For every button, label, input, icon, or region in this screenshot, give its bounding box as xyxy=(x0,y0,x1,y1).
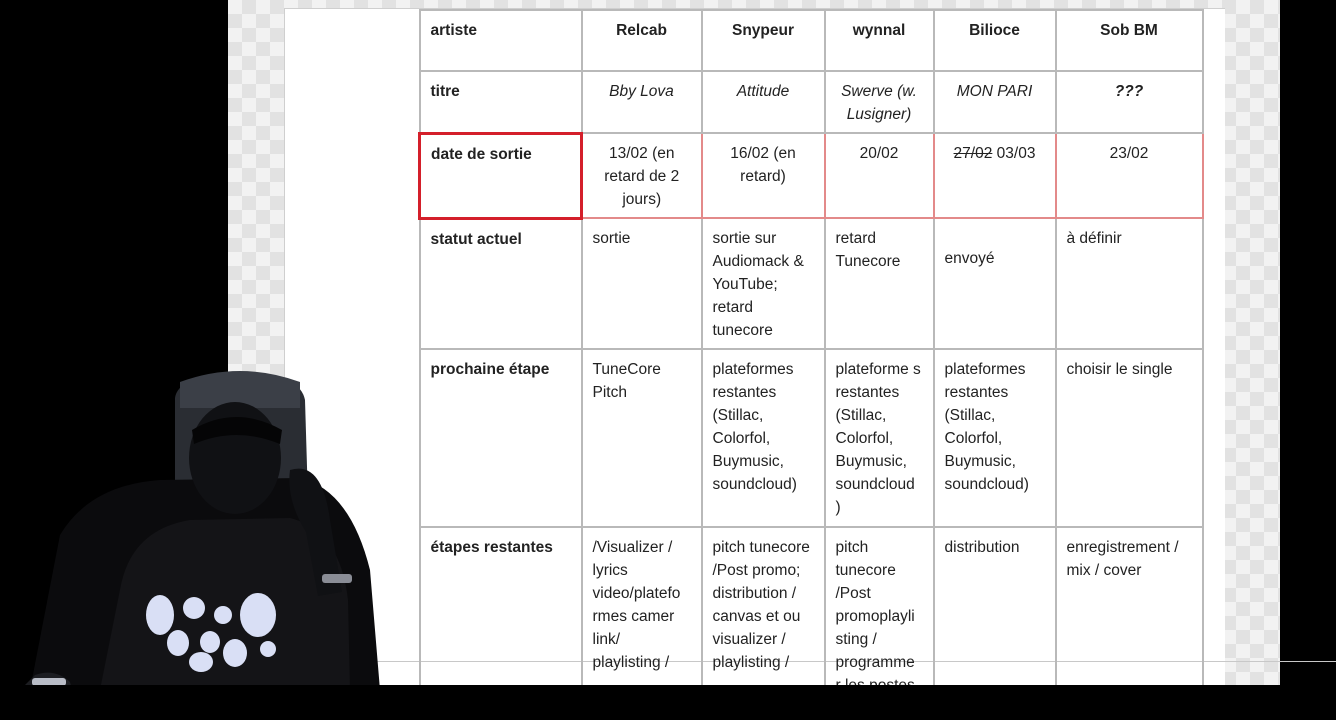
document-viewer xyxy=(228,0,1280,685)
etapes-snypeur-cell[interactable]: pitch tunecore /Post promo; distribution / canvas et ou visualizer / playlisting / xyxy=(702,527,825,704)
streamer-silhouette-icon xyxy=(0,360,380,690)
date-bilioce-cell[interactable] xyxy=(934,133,1056,218)
etapes-label-cell[interactable]: étapes restantes xyxy=(420,527,582,704)
titre-label-cell[interactable]: titre xyxy=(420,71,582,133)
etapes-row xyxy=(420,527,1203,704)
prochaine-bilioce-cell[interactable]: plateformes restantes (Stillac, Colorfol, Buymusic, soundcloud) xyxy=(934,349,1056,527)
date-sob-bm-cell[interactable]: 23/02 xyxy=(1056,133,1203,218)
header-row xyxy=(420,10,1203,71)
new-date: 03/03 xyxy=(996,145,1036,162)
titre-bilioce-cell[interactable]: MON PARI xyxy=(934,71,1056,133)
prochaine-wynnal-cell[interactable]: plateforme s restantes (Stillac, Colorfol, Buymusic, soundcloud ) xyxy=(825,349,934,527)
date-relcab-cell[interactable]: 13/02 (en retard de 2 jours) xyxy=(582,133,702,218)
titre-relcab-cell[interactable]: Bby Lova xyxy=(582,71,702,133)
prochaine-relcab-cell[interactable]: TuneCore Pitch xyxy=(582,349,702,527)
artist-relcab-cell[interactable]: Relcab xyxy=(582,10,702,71)
release-tracking-table xyxy=(418,9,1204,705)
prochaine-label-cell[interactable]: prochaine étape xyxy=(420,349,582,527)
artist-wynnal-cell[interactable]: wynnal xyxy=(825,10,934,71)
statut-bilioce-cell[interactable]: envoyé xyxy=(934,218,1056,349)
etapes-sob-bm-cell[interactable]: enregistrement / mix / cover xyxy=(1056,527,1203,704)
artist-sob-bm-cell[interactable]: Sob BM xyxy=(1056,10,1203,71)
artist-bilioce-cell[interactable]: Bilioce xyxy=(934,10,1056,71)
titre-snypeur-cell[interactable]: Attitude xyxy=(702,71,825,133)
titre-wynnal-cell[interactable]: Swerve (w. Lusigner) xyxy=(825,71,934,133)
header-artiste-cell[interactable]: artiste xyxy=(420,10,582,71)
date-wynnal-cell[interactable]: 20/02 xyxy=(825,133,934,218)
prochaine-sob-bm-cell[interactable]: choisir le single xyxy=(1056,349,1203,527)
statut-relcab-cell[interactable]: sortie xyxy=(582,218,702,349)
bottom-black-bar xyxy=(0,685,1280,720)
statut-snypeur-cell[interactable]: sortie sur Audiomack & YouTube; retard tunecore xyxy=(702,218,825,349)
statut-row xyxy=(420,218,1203,349)
webcam-overlay xyxy=(0,360,380,690)
prochaine-row xyxy=(420,349,1203,527)
statut-wynnal-cell[interactable]: retard Tunecore xyxy=(825,218,934,349)
prochaine-snypeur-cell[interactable]: plateformes restantes (Stillac, Colorfol, Buymusic, soundcloud) xyxy=(702,349,825,527)
titre-row xyxy=(420,71,1203,133)
statut-label-cell[interactable]: statut actuel xyxy=(420,218,582,349)
date-row xyxy=(420,133,1203,218)
artist-snypeur-cell[interactable]: Snypeur xyxy=(702,10,825,71)
etapes-wynnal-cell[interactable]: pitch tunecore /Post promoplayli sting / programme xyxy=(825,527,934,704)
statut-sob-bm-cell[interactable]: à définir xyxy=(1056,218,1203,349)
old-date: 27/02 xyxy=(953,145,993,162)
titre-sob-bm-cell[interactable]: ??? xyxy=(1056,71,1203,133)
date-snypeur-cell[interactable]: 16/02 (en retard) xyxy=(702,133,825,218)
etapes-relcab-cell[interactable]: /Visualizer / lyrics video/platefo rmes camer link/ playlisting / xyxy=(582,527,702,704)
date-label-cell-selected[interactable]: date de sortie xyxy=(420,133,582,218)
etapes-bilioce-cell[interactable]: distribution xyxy=(934,527,1056,704)
